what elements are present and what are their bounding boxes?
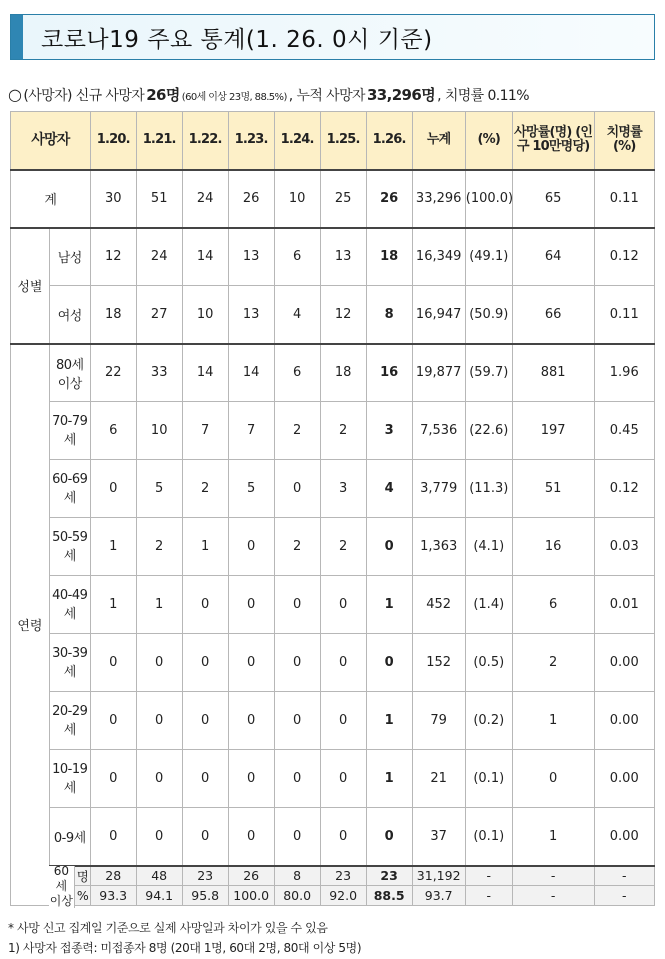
- footnote: 1) 사망자 접종력: 미접종자 8명 (20대 1명, 60대 2명, 80대 이상 5명): [8, 941, 362, 955]
- table-cell: 0: [274, 460, 320, 518]
- table-cell: (0.1): [465, 808, 512, 866]
- table-cell: 10: [182, 286, 228, 344]
- table-cell: (22.6): [465, 402, 512, 460]
- table-cell: 0.03: [594, 518, 654, 576]
- table-cell: 92.0: [320, 886, 366, 906]
- table-cell: 0: [320, 576, 366, 634]
- header-percent: (%): [465, 112, 512, 170]
- table-cell: 26: [228, 170, 274, 228]
- table-cell: 13: [320, 228, 366, 286]
- table-row: [11, 750, 655, 808]
- table-cell: 2: [320, 402, 366, 460]
- table-cell: 88.5: [366, 886, 412, 906]
- table-cell: 0: [182, 750, 228, 808]
- new-deaths-count: 26명: [146, 86, 180, 104]
- table-cell: 23: [320, 866, 366, 886]
- table-cell: 65: [512, 170, 594, 228]
- table-cell: 28: [90, 866, 136, 886]
- table-cell: 0: [136, 634, 182, 692]
- table-header-row: [11, 112, 655, 170]
- footnote: * 사망 신고 집계일 기준으로 실제 사망일과 차이가 있을 수 있음: [8, 921, 328, 935]
- table-cell: 0: [320, 634, 366, 692]
- page-title: 코로나19 주요 통계(1. 26. 0시 기준): [41, 26, 433, 53]
- table-row: [11, 460, 655, 518]
- table-cell: (0.2): [465, 692, 512, 750]
- row-label: 60-69세: [49, 460, 90, 518]
- table-cell: 27: [136, 286, 182, 344]
- row-label: 20-29세: [49, 692, 90, 750]
- table-cell: 37: [412, 808, 465, 866]
- table-row: [11, 692, 655, 750]
- table-cell: 16: [366, 344, 412, 402]
- table-cell: -: [512, 886, 594, 906]
- table-cell: 152: [412, 634, 465, 692]
- bullet-circle: ○: [8, 85, 22, 104]
- table-row: [11, 518, 655, 576]
- table-cell: 0: [274, 750, 320, 808]
- row-label: 80세 이상: [49, 344, 90, 402]
- table-cell: 0.45: [594, 402, 654, 460]
- table-cell: 26: [366, 170, 412, 228]
- row-label: 계: [11, 170, 91, 228]
- table-cell: 51: [512, 460, 594, 518]
- table-cell: 6: [512, 576, 594, 634]
- table-cell: 8: [274, 866, 320, 886]
- table-cell: 51: [136, 170, 182, 228]
- table-cell: 0: [182, 692, 228, 750]
- table-cell: 100.0: [228, 886, 274, 906]
- table-cell: 23: [182, 866, 228, 886]
- table-cell: 33,296: [412, 170, 465, 228]
- table-cell: (59.7): [465, 344, 512, 402]
- group-label-sex: 성별: [11, 228, 50, 344]
- header-date: 1.24.: [274, 112, 320, 170]
- table-cell: 5: [228, 460, 274, 518]
- table-cell: 0: [182, 634, 228, 692]
- table-cell: 93.7: [412, 886, 465, 906]
- table-cell: 1: [512, 808, 594, 866]
- table-cell: 0: [182, 576, 228, 634]
- table-cell: 0: [274, 634, 320, 692]
- table-cell: 13: [228, 286, 274, 344]
- table-cell: 0: [90, 634, 136, 692]
- table-cell: 0: [228, 634, 274, 692]
- table-cell: 0: [320, 750, 366, 808]
- header-fatality-rate: 치명률 (%): [594, 112, 654, 170]
- table-cell: 3: [366, 402, 412, 460]
- header-mortality-rate: 사망률(명) (인구 10만명당): [512, 112, 594, 170]
- deaths-table: [10, 111, 655, 906]
- table-cell: 12: [90, 228, 136, 286]
- table-cell: 2: [274, 402, 320, 460]
- group-label-age: 연령: [11, 344, 50, 906]
- table-cell: 452: [412, 576, 465, 634]
- row-label: 여성: [49, 286, 90, 344]
- summary-text-1: (사망자) 신규 사망자: [23, 88, 145, 104]
- table-cell: 0.00: [594, 808, 654, 866]
- table-cell: 0: [90, 460, 136, 518]
- table-cell: 2: [136, 518, 182, 576]
- table-cell: (50.9): [465, 286, 512, 344]
- summary-fatality-rate: , 치명률 0.11%: [437, 88, 529, 104]
- table-cell: 1: [90, 518, 136, 576]
- table-cell: 31,192: [412, 866, 465, 886]
- table-cell: 24: [136, 228, 182, 286]
- table-cell: 1: [90, 576, 136, 634]
- table-row: [11, 808, 655, 866]
- table-cell: 0.12: [594, 460, 654, 518]
- table-cell: 48: [136, 866, 182, 886]
- title-banner: [10, 14, 655, 60]
- table-cell: -: [465, 886, 512, 906]
- table-cell: 0: [228, 750, 274, 808]
- unit-label: 명: [50, 867, 90, 886]
- cumulative-deaths-count: 33,296명: [366, 86, 436, 104]
- table-cell: 19,877: [412, 344, 465, 402]
- table-cell: 94.1: [136, 886, 182, 906]
- table-cell: 0: [136, 750, 182, 808]
- table-cell: 0: [90, 808, 136, 866]
- table-cell: 7: [182, 402, 228, 460]
- table-cell: 0.00: [594, 634, 654, 692]
- table-cell: (1.4): [465, 576, 512, 634]
- over60-label: 60세 이상: [49, 864, 73, 908]
- summary-over60-note: (60세 이상 23명, 88.5%): [181, 92, 287, 103]
- table-cell: (0.1): [465, 750, 512, 808]
- table-cell: 0.11: [594, 170, 654, 228]
- header-date: 1.25.: [320, 112, 366, 170]
- table-cell: 30: [90, 170, 136, 228]
- table-cell: 2: [512, 634, 594, 692]
- table-cell: -: [594, 866, 654, 886]
- row-label: 남성: [49, 228, 90, 286]
- table-row-over60: [11, 886, 655, 906]
- header-date: 1.23.: [228, 112, 274, 170]
- row-label: 10-19세: [49, 750, 90, 808]
- summary-line: [8, 84, 658, 110]
- table-cell: 66: [512, 286, 594, 344]
- footnotes: [8, 918, 361, 958]
- table-cell: 0: [274, 808, 320, 866]
- table-cell: 0: [366, 634, 412, 692]
- table-cell: 8: [366, 286, 412, 344]
- table-cell: (49.1): [465, 228, 512, 286]
- table-cell: 0: [228, 576, 274, 634]
- over60-label-cell: [49, 864, 90, 908]
- table-row: [11, 634, 655, 692]
- table-cell: 33: [136, 344, 182, 402]
- table-cell: 0: [90, 750, 136, 808]
- table-cell: 0.00: [594, 750, 654, 808]
- header-date: 1.26.: [366, 112, 412, 170]
- table-row: [11, 402, 655, 460]
- table-cell: 0: [136, 692, 182, 750]
- table-cell: 14: [182, 344, 228, 402]
- table-cell: 6: [274, 344, 320, 402]
- table-cell: 0: [228, 518, 274, 576]
- table-cell: 5: [136, 460, 182, 518]
- table-cell: 64: [512, 228, 594, 286]
- table-cell: 0: [366, 518, 412, 576]
- table-cell: 2: [320, 518, 366, 576]
- table-cell: 2: [182, 460, 228, 518]
- table-cell: 16: [512, 518, 594, 576]
- table-cell: 95.8: [182, 886, 228, 906]
- header-date: 1.20.: [90, 112, 136, 170]
- table-cell: 0.12: [594, 228, 654, 286]
- table-cell: 1: [512, 692, 594, 750]
- table-cell: 0: [274, 692, 320, 750]
- table-cell: -: [465, 866, 512, 886]
- table-cell: 24: [182, 170, 228, 228]
- table-cell: 4: [366, 460, 412, 518]
- table-cell: 0: [320, 692, 366, 750]
- table-cell: 25: [320, 170, 366, 228]
- table-cell: 16,947: [412, 286, 465, 344]
- table-cell: 0: [320, 808, 366, 866]
- table-cell: 0: [366, 808, 412, 866]
- table-cell: 1: [366, 750, 412, 808]
- table-cell: 10: [274, 170, 320, 228]
- header-deaths: 사망자: [11, 112, 91, 170]
- table-cell: 14: [182, 228, 228, 286]
- table-cell: 79: [412, 692, 465, 750]
- table-cell: 26: [228, 866, 274, 886]
- table-cell: 14: [228, 344, 274, 402]
- table-cell: 0: [274, 576, 320, 634]
- table-cell: 10: [136, 402, 182, 460]
- table-cell: 0: [512, 750, 594, 808]
- row-label: 70-79세: [49, 402, 90, 460]
- table-cell: 1: [366, 576, 412, 634]
- summary-text-2: , 누적 사망자: [288, 88, 365, 104]
- row-label: 30-39세: [49, 634, 90, 692]
- table-cell: 80.0: [274, 886, 320, 906]
- table-cell: 197: [512, 402, 594, 460]
- table-cell: 1: [182, 518, 228, 576]
- table-row: [11, 286, 655, 344]
- header-cumulative: 누계: [412, 112, 465, 170]
- table-cell: 881: [512, 344, 594, 402]
- table-cell: 18: [90, 286, 136, 344]
- row-label: 0-9세: [49, 808, 90, 866]
- table-cell: 1: [136, 576, 182, 634]
- table-cell: 0: [136, 808, 182, 866]
- table-cell: 1.96: [594, 344, 654, 402]
- table-cell: 16,349: [412, 228, 465, 286]
- table-cell: 0: [228, 808, 274, 866]
- table-cell: 0.00: [594, 692, 654, 750]
- table-cell: 12: [320, 286, 366, 344]
- table-cell: 0: [228, 692, 274, 750]
- table-cell: 7,536: [412, 402, 465, 460]
- table-cell: 6: [274, 228, 320, 286]
- table-cell: 7: [228, 402, 274, 460]
- unit-label: %: [50, 886, 90, 905]
- table-cell: 18: [366, 228, 412, 286]
- table-cell: -: [594, 886, 654, 906]
- table-cell: 2: [274, 518, 320, 576]
- table-cell: 0: [182, 808, 228, 866]
- table-cell: 18: [320, 344, 366, 402]
- table-cell: (0.5): [465, 634, 512, 692]
- table-cell: 21: [412, 750, 465, 808]
- table-cell: 1,363: [412, 518, 465, 576]
- table-cell: (100.0): [465, 170, 512, 228]
- table-cell: (11.3): [465, 460, 512, 518]
- row-label: 50-59세: [49, 518, 90, 576]
- table-cell: 6: [90, 402, 136, 460]
- table-cell: 93.3: [90, 886, 136, 906]
- table-cell: 22: [90, 344, 136, 402]
- table-cell: 0: [90, 692, 136, 750]
- table-cell: 23: [366, 866, 412, 886]
- table-cell: 3: [320, 460, 366, 518]
- table-cell: 0.11: [594, 286, 654, 344]
- table-cell: 13: [228, 228, 274, 286]
- row-label: 40-49세: [49, 576, 90, 634]
- table-cell: 4: [274, 286, 320, 344]
- table-row-over60: [11, 866, 655, 886]
- header-date: 1.22.: [182, 112, 228, 170]
- table-cell: 3,779: [412, 460, 465, 518]
- table-cell: 0.01: [594, 576, 654, 634]
- table-cell: 1: [366, 692, 412, 750]
- table-row: [11, 228, 655, 286]
- table-row: [11, 344, 655, 402]
- table-cell: -: [512, 866, 594, 886]
- table-cell: (4.1): [465, 518, 512, 576]
- header-date: 1.21.: [136, 112, 182, 170]
- table-row-total: [11, 170, 655, 228]
- table-row: [11, 576, 655, 634]
